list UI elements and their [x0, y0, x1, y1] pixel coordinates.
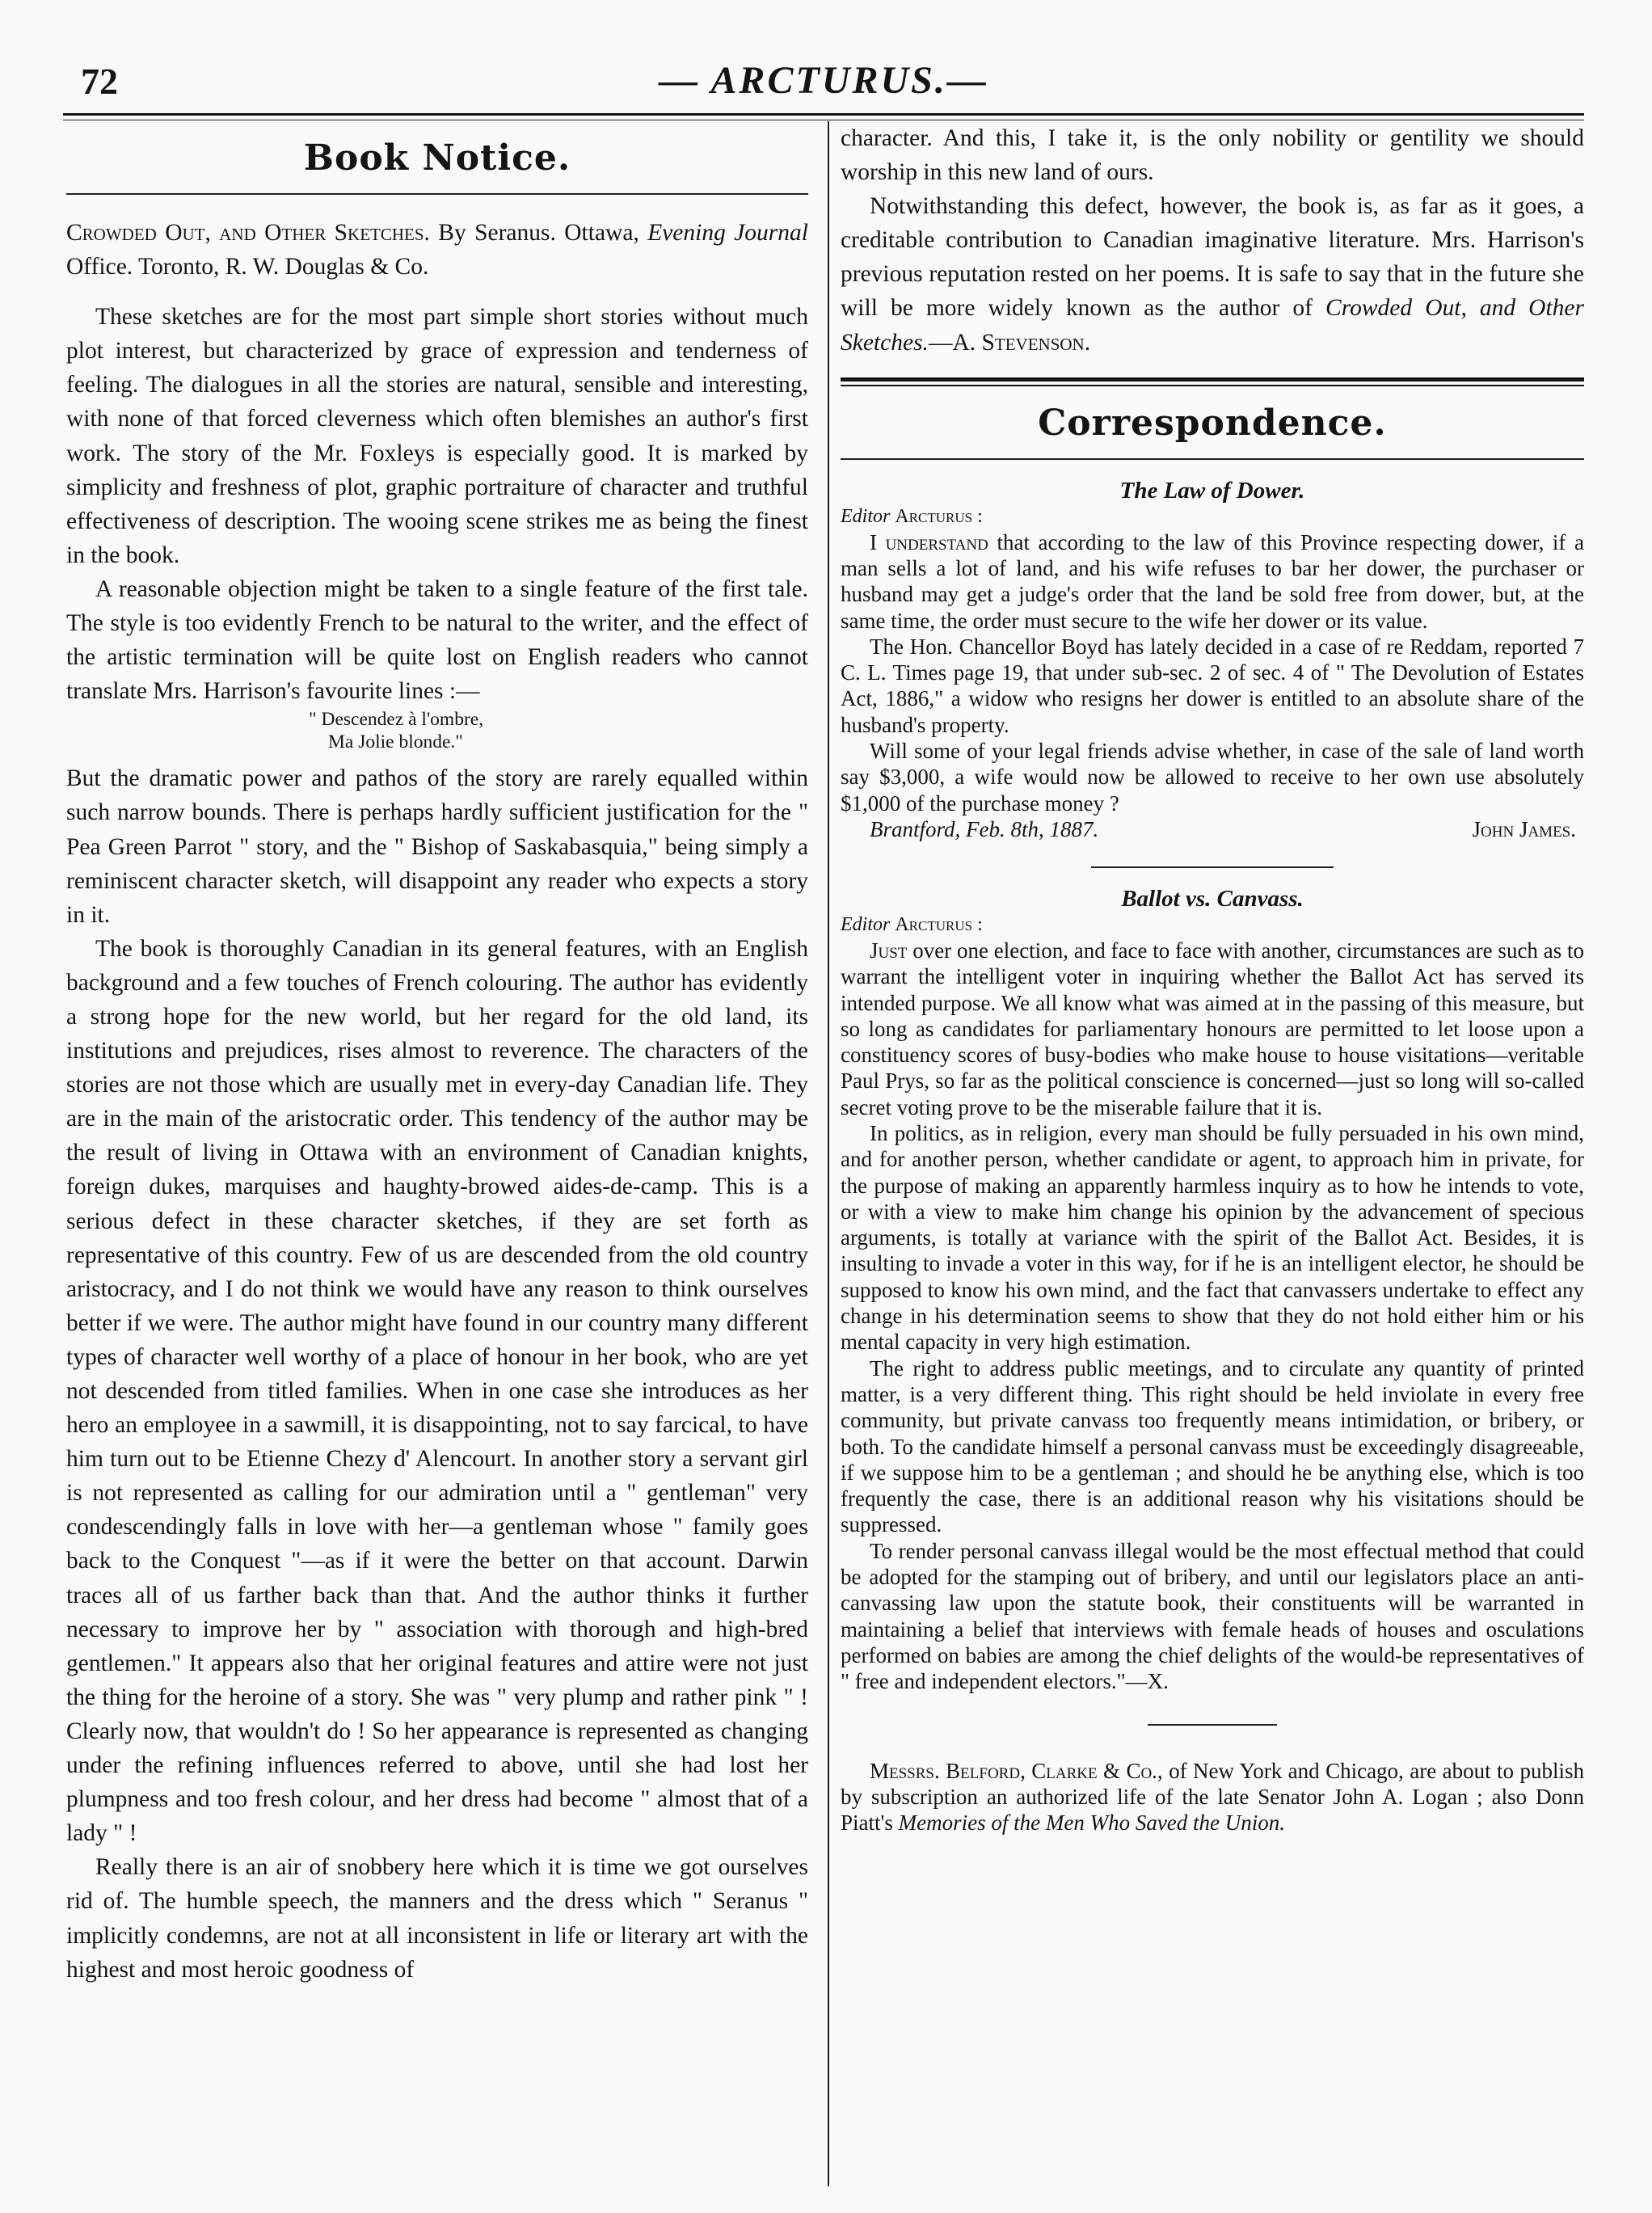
- book-author: By Seranus. Ottawa,: [438, 220, 639, 246]
- notice-lead: Messrs. Belford, Clarke & Co.,: [870, 1758, 1163, 1783]
- review-conclusion-text: Notwithstanding this defect, however, the book is, as far as it goes, a creditable contribution to Canadian imaginative literature. Mrs. Harrison's previous reputation rested on her poems. It is safe to say that in the future she will be more widely known as the author of: [841, 193, 1584, 322]
- notice-paragraph: [841, 1758, 1584, 1836]
- letter-paragraph: The Hon. Chancellor Boyd has lately decided in a case of re Reddam, reported 7 C. L. Times page 19, that under sub-sec. 2 of sec. 4 of " The Devolution of Estates Act, 1886," a widow who resigns her dower is entitled to an absolute share of the husband's property.: [841, 634, 1584, 737]
- section-rule: [841, 377, 1584, 386]
- notice-book-title: Memories of the Men Who Saved the Union.: [898, 1810, 1286, 1836]
- letter-separator: [1091, 866, 1334, 868]
- letter-paragraph: The right to address public meetings, and to circulate any quantity of printed matter, is a very different thing. This right should be held inviolate in every free community, but private canvass too frequently means intimidation, or bribery, or both. To the candidate himself a personal canvass must be exceedingly disagreeable, if we suppose him to be a gentleman ; and should he be anything else, which is too frequently the case, there is an additional reason why his visitations should be suppressed.: [841, 1355, 1584, 1537]
- letter-signoff: [841, 816, 1584, 842]
- book-reference: [66, 216, 808, 284]
- book-publisher-rest: Office. Toronto, R. W. Douglas & Co.: [66, 254, 429, 280]
- verse-line: " Descendez à l'ombre,: [309, 709, 484, 731]
- review-paragraph: Really there is an air of snobbery here which it is time we got ourselves rid of. The humble speech, the manners and the dress which " Seranus " implicitly condemns, are not at all inconsistent in life or literary art with the highest and most heroic goodness of: [66, 1854, 808, 1983]
- header-rule: [63, 113, 1584, 120]
- paragraph-text: that according to the law of this Province respecting dower, if a man sells a lot of land, and his wife refuses to bar her dower, the purchaser or husband may get a judge's order that the land be sold free from dower, but, at the same time, the order must secure to the wife her dower or its value.: [841, 529, 1585, 633]
- salutation-word: Editor: [841, 505, 891, 527]
- page-header: [63, 52, 1584, 116]
- letter-salutation: [841, 914, 1584, 936]
- correspondence-title: Correspondence.: [1038, 402, 1387, 444]
- review-paragraph: But the dramatic power and pathos of the story are rarely equalled within such narrow bounds. There is perhaps hardly sufficient justification for the " Pea Green Parrot " story, and the " Bishop of Saskabasquia," being simply a reminiscent character sketch, will disappoint any reader who expects a story in it.: [66, 765, 808, 928]
- book-notice-title: Book Notice.: [303, 137, 571, 179]
- section-rule: [841, 458, 1584, 460]
- review-paragraph: A reasonable objection might be taken to a single feature of the first tale. The style is too evidently French to be natural to the writer, and the effect of the artistic termination will be quite lost on English readers who cannot translate Mrs. Harrison's favourite lines :—: [66, 575, 808, 705]
- quoted-verse: [309, 708, 808, 753]
- review-paragraph: The book is thoroughly Canadian in its general features, with an English background and a few touches of French colouring. The author has evidently a strong hope for the new world, but her regard for the old land, its institutions and prejudices, rises almost to reverence. The characters of the stories are not those which are usually met in every-day Canadian life. They are in the main of the aristocratic order. This tendency of the author may be the result of living in Ottawa with an environment of Canadian knights, foreign dukes, marquises and haughty-browed aides-de-camp. This is a serious defect in these character sketches, if they are set forth as representative of this country. Few of us are descended from the old country aristocracy, and I do not think we would have any reason to think ourselves better if we were. The author might have found in our country many different types of character well worthy of a place of honour in her book, who are yet not descended from titled families. When in one case she introduces as her hero an employee in a sawmill, it is disappointing, not to say farcical, to have him turn out to be Etienne Chezy d' Alencourt. In another story a servant girl is not represented as calling for our admiration until a " gentleman" very condescendingly falls in love with her—a gentleman whose " family goes back to the Conquest "—as if it were the better on that account. Darwin traces all of us farther back than that. And the author thinks it further necessary to improve her by " association with thorough and high-bred gentlemen." It appears also that her original features and attire were not just the thing for the heroine of a story. She was " very plump and rather pink " ! Clearly now, that wouldn't do ! So her appearance is represented as changing under the refining influences referred to above, until she had lost her plumpness and too fresh colour, and her dress had become " almost that of a lady " !: [66, 935, 808, 1847]
- section-rule: [66, 193, 808, 195]
- review-paragraph: These sketches are for the most part simple short stories without much plot interest, but characterized by grace of expression and tenderness of feeling. The dialogues in all the stories are natural, sensible and interesting, with none of that forced cleverness which often blemishes an author's first work. The story of the Mr. Foxleys is especially good. It is marked by simplicity and freshness of plot, graphic portraiture of character and truthful effectiveness of description. The wooing scene strikes me as being the finest in the book.: [66, 304, 808, 568]
- notice-separator: [1148, 1724, 1277, 1726]
- notice-text: of New York and Chicago, are about to publish by subscription an authorized life of the late Senator John A. Logan ; also Donn Piatt's: [841, 1758, 1584, 1836]
- book-title: Crowded Out, and Other Sketches.: [66, 220, 430, 246]
- review-signature: —A. Stevenson.: [928, 329, 1091, 356]
- book-publisher: Evening Journal: [647, 220, 808, 246]
- lead-words: I understand: [870, 529, 988, 554]
- running-title: — ARCTURUS.—: [659, 59, 988, 102]
- review-book-title: Crowded Out, and Other Sketches.: [841, 295, 1585, 356]
- salutation-name: Arcturus :: [895, 913, 983, 935]
- letter-place-date: Brantford, Feb. 8th, 1887.: [870, 816, 1099, 841]
- lead-words: Just: [870, 938, 908, 963]
- letter-paragraph: Will some of your legal friends advise whether, in case of the sale of land worth say $3,000, a wife would now be allowed to receive to her own use absolutely $1,000 of the purchase money ?: [841, 739, 1584, 816]
- publisher-notice: [841, 1758, 1584, 1836]
- letter-signature: John James.: [1472, 816, 1576, 841]
- letter-ballot-vs-canvass: [841, 886, 1584, 1695]
- page-number: 72: [81, 61, 118, 102]
- paragraph-text: over one election, and face to face with another, circumstances are such as to warrant the intelligent voter in inquiring whether the Ballot Act has served its intended purpose. We all know what was aimed at in the passing of this measure, but so long as candidates for parliamentary honours are permitted to let loose upon a constituency scores of busy-bodies who make house to house visitations—veritable Paul Prys, so far as the political conscience is concerned—just so long will so-called secret voting prove to be the miserable failure that it is.: [841, 938, 1584, 1119]
- letter-paragraph: In politics, as in religion, every man should be fully persuaded in his own mind, and for another person, whether candidate or agent, to approach him in private, for the purpose of making an apparently harmless inquiry as to how he intends to vote, or with a view to make him change his opinion by the advancement of specious arguments, is totally at variance with the spirit of the Ballot Act. Besides, it is insulting to invade a voter in this way, for if he is an intelligent elector, he should be supposed to know his own mind, and the fact that canvassers undertake to effect any change in his determination seems to show that they do not hold either him or his mental capacity in very high estimation.: [841, 1121, 1584, 1355]
- letter-paragraph: [841, 529, 1584, 634]
- right-column: [841, 121, 1584, 1836]
- review-conclusion: [841, 189, 1584, 359]
- letter-heading: The Law of Dower.: [1119, 477, 1305, 504]
- salutation-word: Editor: [841, 913, 891, 935]
- letter-heading: Ballot vs. Canvass.: [1121, 885, 1304, 912]
- review-continuation: character. And this, I take it, is the only nobility or gentility we should worship in this new land of ours.: [841, 125, 1584, 186]
- left-column: [66, 121, 808, 1987]
- letter-salutation: [841, 506, 1584, 528]
- verse-line: Ma Jolie blonde.": [328, 731, 463, 753]
- salutation-name: Arcturus :: [895, 505, 983, 527]
- column-divider: [828, 121, 829, 2186]
- letter-paragraph: [841, 938, 1584, 1120]
- letter-paragraph: To render personal canvass illegal would be the most effectual method that could be adopted for the stamping out of bribery, and until our legislators place an anti-canvassing law upon the statute book, their constituents will be warranted in maintaining a belief that interviews with female heads of houses and osculations performed on babies are among the chief delights of the would-be representatives of " free and independent electors."—X.: [841, 1538, 1584, 1694]
- letter-law-of-dower: [841, 478, 1584, 842]
